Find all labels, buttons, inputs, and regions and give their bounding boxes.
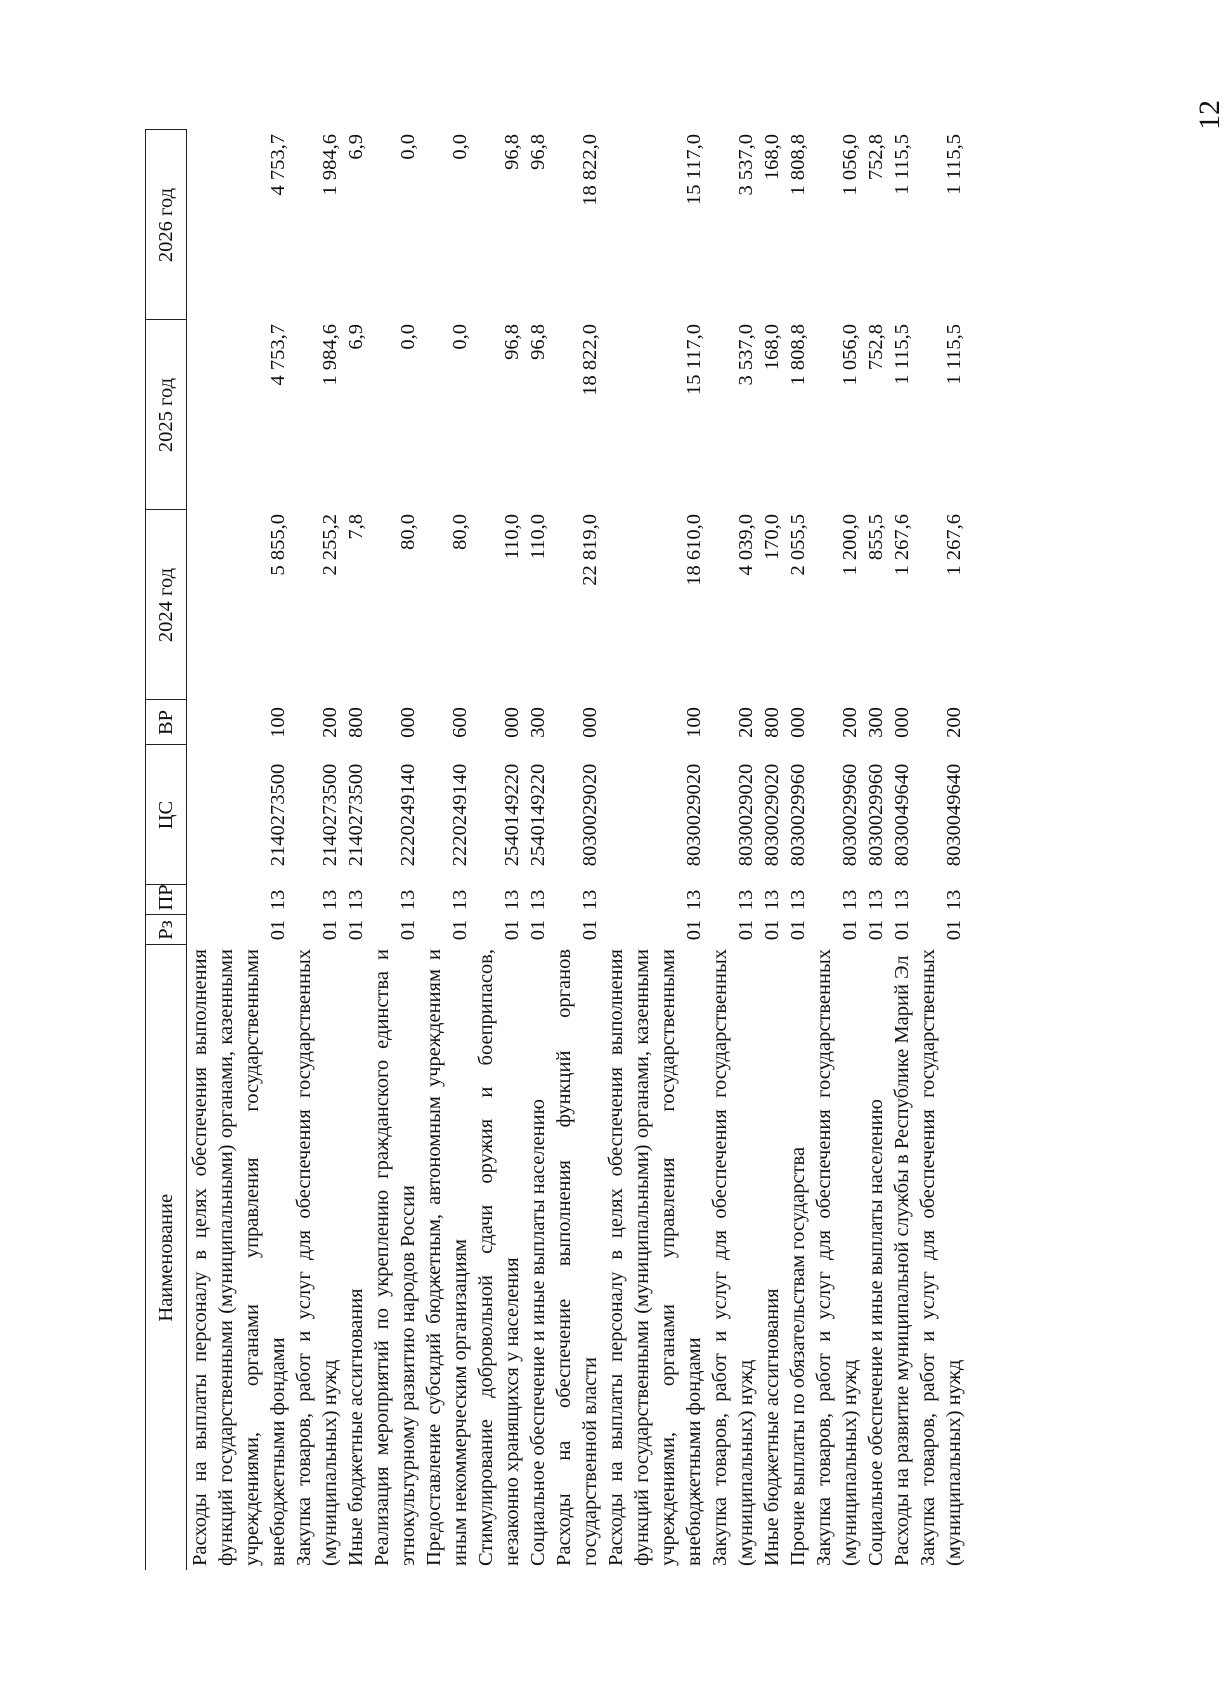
budget-table [145, 130, 967, 1571]
cell-name: Иные бюджетные ассигнования [761, 1288, 783, 1566]
table-row [603, 130, 707, 1570]
cell-2024: 22 819,0 [579, 514, 601, 586]
cell-rz: 01 [787, 919, 809, 941]
table-row [915, 130, 967, 1570]
cell-2026: 96,8 [527, 134, 549, 170]
cell-rz: 01 [319, 919, 341, 941]
cell-2026: 3 537,0 [735, 134, 757, 196]
cell-cs: 2220249140 [397, 763, 419, 867]
cell-name: Расходы на выплаты персоналу в целях обеспечения выполнения функций государственными (муниципальными) органами, казенными учреждениями, органами управления государственными внебюджетными фондами [605, 949, 705, 1566]
cell-2024: 18 610,0 [683, 514, 705, 586]
cell-vr: 100 [267, 707, 289, 738]
cell-2024: 80,0 [449, 514, 471, 550]
table-row [785, 130, 811, 1570]
cell-vr: 000 [397, 707, 419, 738]
table-body [187, 130, 968, 1570]
cell-pr: 13 [683, 889, 705, 911]
cell-cs: 2540149220 [527, 763, 549, 867]
cell-cs: 2140273500 [319, 763, 341, 867]
cell-2025: 4 753,7 [267, 324, 289, 386]
cell-vr: 200 [319, 707, 341, 738]
cell-cs: 8030029020 [683, 763, 705, 867]
cell-2024: 855,5 [865, 514, 887, 561]
cell-pr: 13 [449, 889, 471, 911]
cell-2026: 18 822,0 [579, 134, 601, 206]
cell-2026: 6,9 [345, 134, 367, 160]
cell-name: Расходы на выплаты персоналу в целях обеспечения выполнения функций государственными (муниципальными) органами, казенными учреждениями, органами управления государственными внебюджетными фондами [189, 949, 289, 1566]
header-row [146, 130, 187, 1570]
page-number: 12 [1193, 100, 1226, 130]
cell-vr: 200 [839, 707, 861, 738]
cell-2025: 1 115,5 [943, 324, 965, 385]
table-row [291, 130, 343, 1570]
cell-cs: 8030029020 [761, 763, 783, 867]
cell-2024: 5 855,0 [267, 514, 289, 576]
cell-cs: 2220249140 [449, 763, 471, 867]
header-cs: ЦС [146, 745, 187, 885]
cell-2026: 0,0 [449, 134, 471, 160]
cell-name: Предоставление субсидий бюджетным, автономным учреждениям и иным некоммерческим организациям [423, 949, 471, 1566]
table-row [759, 130, 785, 1570]
cell-pr: 13 [891, 889, 913, 911]
cell-vr: 000 [787, 707, 809, 738]
cell-2024: 110,0 [501, 514, 523, 560]
cell-pr: 13 [527, 889, 549, 911]
cell-2026: 1 115,5 [943, 134, 965, 195]
cell-rz: 01 [761, 919, 783, 941]
cell-rz: 01 [865, 919, 887, 941]
cell-pr: 13 [397, 889, 419, 911]
table-row [811, 130, 863, 1570]
table-row [889, 130, 915, 1570]
cell-vr: 300 [527, 707, 549, 738]
cell-pr: 13 [943, 889, 965, 911]
cell-2025: 18 822,0 [579, 324, 601, 396]
cell-vr: 800 [345, 707, 367, 738]
cell-2024: 110,0 [527, 514, 549, 560]
cell-cs: 2540149220 [501, 763, 523, 867]
cell-2025: 752,8 [865, 324, 887, 371]
cell-2024: 2 255,2 [319, 514, 341, 576]
header-2024: 2024 год [146, 510, 187, 700]
cell-rz: 01 [579, 919, 601, 941]
cell-2026: 0,0 [397, 134, 419, 160]
cell-cs: 8030029960 [865, 763, 887, 867]
cell-cs: 8030049640 [891, 763, 913, 867]
cell-2025: 1 115,5 [891, 324, 913, 385]
cell-cs: 8030049640 [943, 763, 965, 867]
cell-name: Расходы на развитие муниципальной службы в Республике Марий Эл [891, 955, 913, 1566]
cell-rz: 01 [527, 919, 549, 941]
cell-2024: 7,8 [345, 514, 367, 540]
header-2025: 2025 год [146, 320, 187, 510]
cell-2025: 1 056,0 [839, 324, 861, 386]
cell-2026: 1 808,8 [787, 134, 809, 196]
cell-cs: 8030029020 [735, 763, 757, 867]
cell-name: Закупка товаров, работ и услуг для обеспечения государственных (муниципальных) нужд [917, 949, 965, 1566]
cell-name: Стимулирование добровольной сдачи оружия и боеприпасов, незаконно хранящихся у населения [475, 949, 523, 1566]
cell-2025: 1 808,8 [787, 324, 809, 386]
cell-2026: 96,8 [501, 134, 523, 170]
cell-pr: 13 [319, 889, 341, 911]
cell-2024: 170,0 [761, 514, 783, 561]
cell-2026: 1 115,5 [891, 134, 913, 195]
cell-vr: 200 [943, 707, 965, 738]
cell-2024: 4 039,0 [735, 514, 757, 576]
cell-pr: 13 [787, 889, 809, 911]
cell-2025: 1 984,6 [319, 324, 341, 386]
header-pr: ПР [146, 885, 187, 915]
cell-vr: 100 [683, 707, 705, 738]
cell-name: Закупка товаров, работ и услуг для обеспечения государственных (муниципальных) нужд [709, 949, 757, 1566]
cell-rz: 01 [943, 919, 965, 941]
table-row [473, 130, 525, 1570]
table-row [863, 130, 889, 1570]
cell-2024: 2 055,5 [787, 514, 809, 576]
budget-sheet [145, 130, 967, 1570]
cell-pr: 13 [735, 889, 757, 911]
cell-name: Прочие выплаты по обязательствам государства [787, 1146, 809, 1566]
cell-vr: 300 [865, 707, 887, 738]
cell-2024: 1 267,6 [943, 514, 965, 576]
cell-rz: 01 [891, 919, 913, 941]
cell-2024: 1 200,0 [839, 514, 861, 576]
cell-vr: 600 [449, 707, 471, 738]
cell-rz: 01 [683, 919, 705, 941]
cell-2026: 168,0 [761, 134, 783, 181]
cell-vr: 200 [735, 707, 757, 738]
cell-2026: 4 753,7 [267, 134, 289, 196]
cell-2026: 1 984,6 [319, 134, 341, 196]
cell-2025: 6,9 [345, 324, 367, 350]
header-name: Наименование [146, 945, 187, 1570]
cell-name: Реализация мероприятий по укреплению гражданского единства и этнокультурному развитию народов России [371, 949, 419, 1566]
cell-name: Социальное обеспечение и иные выплаты населению [865, 1099, 887, 1566]
cell-rz: 01 [501, 919, 523, 941]
cell-pr: 13 [761, 889, 783, 911]
table-row [525, 130, 551, 1570]
cell-2025: 168,0 [761, 324, 783, 371]
cell-cs: 8030029960 [839, 763, 861, 867]
cell-pr: 13 [579, 889, 601, 911]
cell-rz: 01 [735, 919, 757, 941]
cell-rz: 01 [449, 919, 471, 941]
cell-rz: 01 [839, 919, 861, 941]
table-row [369, 130, 421, 1570]
cell-2025: 15 117,0 [683, 324, 705, 395]
cell-vr: 000 [891, 707, 913, 738]
cell-2025: 96,8 [501, 324, 523, 360]
cell-cs: 2140273500 [345, 763, 367, 867]
table-row [343, 130, 369, 1570]
cell-2026: 15 117,0 [683, 134, 705, 205]
cell-cs: 8030029960 [787, 763, 809, 867]
cell-2025: 0,0 [449, 324, 471, 350]
cell-2025: 0,0 [397, 324, 419, 350]
cell-2025: 3 537,0 [735, 324, 757, 386]
cell-pr: 13 [345, 889, 367, 911]
header-2026: 2026 год [146, 130, 187, 320]
cell-cs: 8030029020 [579, 763, 601, 867]
header-rz: Рз [146, 915, 187, 945]
cell-vr: 000 [579, 707, 601, 738]
cell-2024: 1 267,6 [891, 514, 913, 576]
cell-2025: 96,8 [527, 324, 549, 360]
table-row [707, 130, 759, 1570]
table-row [551, 130, 603, 1570]
cell-vr: 000 [501, 707, 523, 738]
cell-2024: 80,0 [397, 514, 419, 550]
header-vr: ВР [146, 700, 187, 745]
cell-name: Расходы на обеспечение выполнения функций органов государственной власти [553, 949, 601, 1566]
cell-2026: 1 056,0 [839, 134, 861, 196]
cell-rz: 01 [345, 919, 367, 941]
cell-2026: 752,8 [865, 134, 887, 181]
cell-vr: 800 [761, 707, 783, 738]
cell-rz: 01 [267, 919, 289, 941]
cell-pr: 13 [267, 889, 289, 911]
table-row [421, 130, 473, 1570]
cell-name: Закупка товаров, работ и услуг для обеспечения государственных (муниципальных) нужд [813, 949, 861, 1566]
cell-name: Социальное обеспечение и иные выплаты населению [527, 1099, 549, 1566]
cell-pr: 13 [865, 889, 887, 911]
cell-name: Иные бюджетные ассигнования [345, 1288, 367, 1566]
cell-pr: 13 [839, 889, 861, 911]
cell-cs: 2140273500 [267, 763, 289, 867]
table-row [187, 130, 292, 1570]
cell-rz: 01 [397, 919, 419, 941]
cell-name: Закупка товаров, работ и услуг для обеспечения государственных (муниципальных) нужд [293, 949, 341, 1566]
cell-pr: 13 [501, 889, 523, 911]
